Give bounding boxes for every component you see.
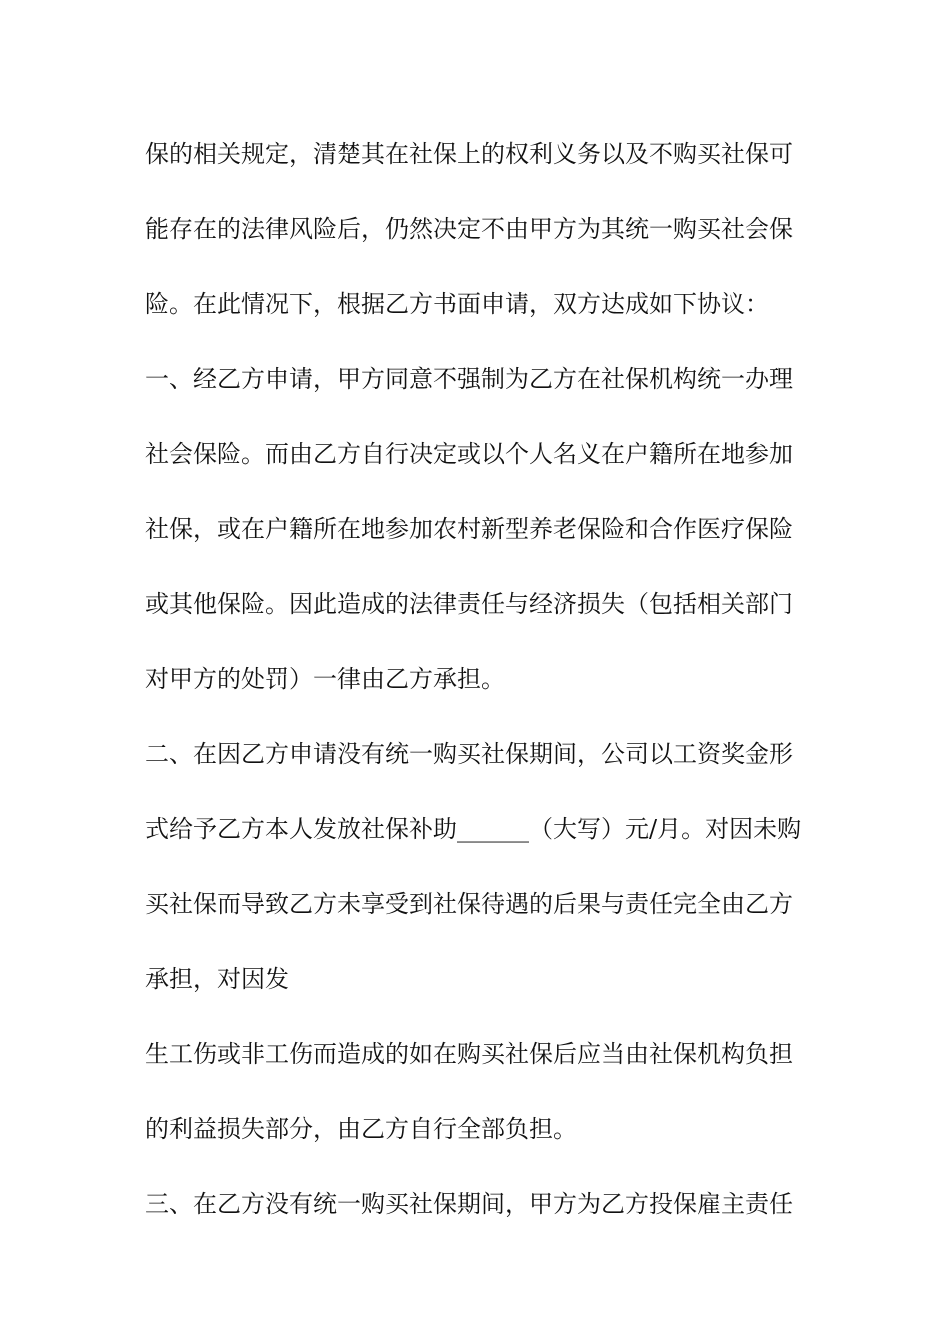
text-line: 式给予乙方本人发放社保补助______（大写）元/月。对因未购	[145, 815, 802, 843]
text-line: 或其他保险。因此造成的法律责任与经济损失（包括相关部门	[145, 590, 793, 618]
text-line: 承担，对因发	[145, 965, 289, 993]
text-line: 生工伤或非工伤而造成的如在购买社保后应当由社保机构负担	[145, 1040, 793, 1068]
text-line: 社保，或在户籍所在地参加农村新型养老保险和合作医疗保险	[145, 515, 793, 543]
text-line: 一、经乙方申请，甲方同意不强制为乙方在社保机构统一办理	[145, 365, 793, 393]
text-line: 对甲方的处罚）一律由乙方承担。	[145, 665, 505, 693]
text-line: 三、在乙方没有统一购买社保期间，甲方为乙方投保雇主责任	[145, 1190, 793, 1218]
text-line: 能存在的法律风险后，仍然决定不由甲方为其统一购买社会保	[145, 215, 793, 243]
text-line: 买社保而导致乙方未享受到社保待遇的后果与责任完全由乙方	[145, 890, 793, 918]
text-line: 险。在此情况下，根据乙方书面申请，双方达成如下协议：	[145, 290, 769, 318]
text-line: 二、在因乙方申请没有统一购买社保期间，公司以工资奖金形	[145, 740, 793, 768]
text-line: 保的相关规定，清楚其在社保上的权利义务以及不购买社保可	[145, 140, 793, 168]
text-line: 的利益损失部分，由乙方自行全部负担。	[145, 1115, 577, 1143]
text-line: 社会保险。而由乙方自行决定或以个人名义在户籍所在地参加	[145, 440, 793, 468]
